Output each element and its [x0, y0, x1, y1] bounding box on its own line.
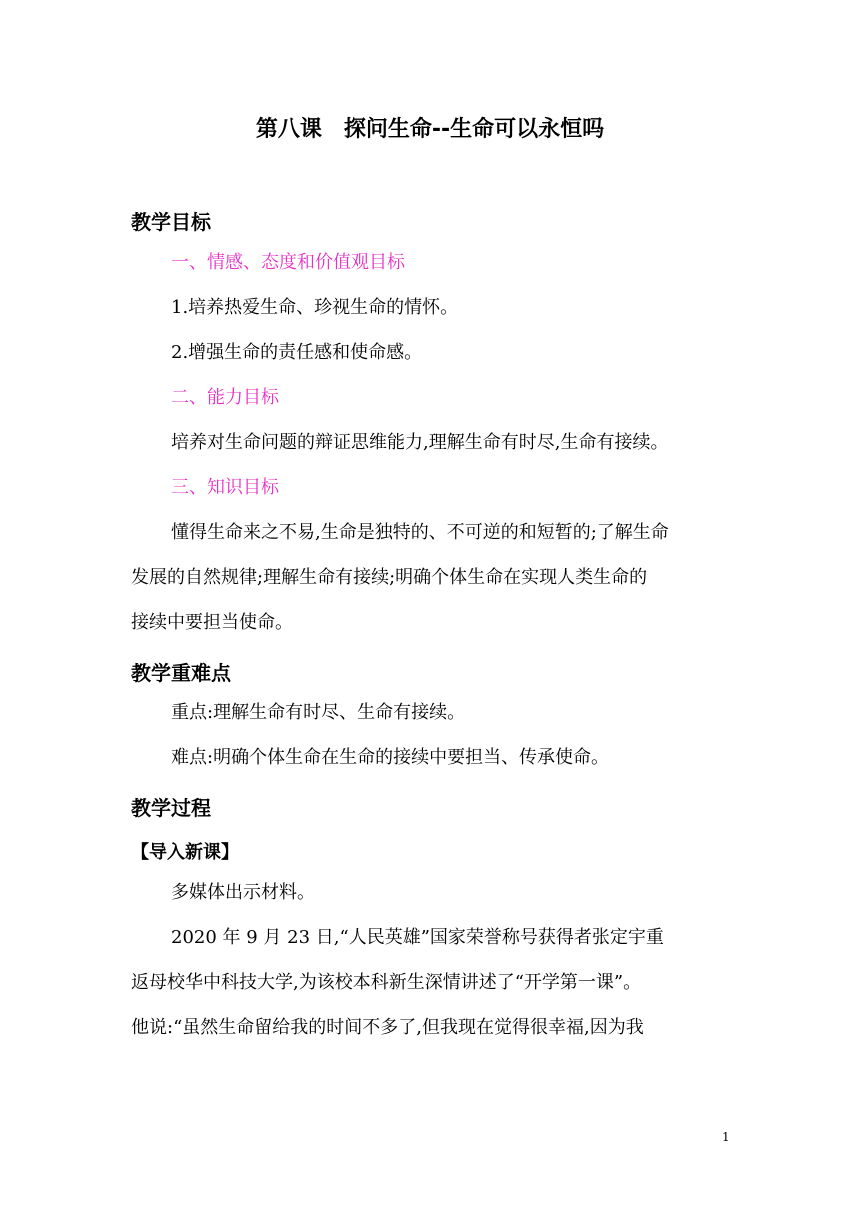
subheading-knowledge-goals: 三、知识目标	[171, 477, 279, 498]
heading-teaching-goals: 教学目标	[131, 210, 211, 234]
heading-teaching-process: 教学过程	[131, 796, 211, 820]
key-point-focus: 重点:理解生命有时尽、生命有接续。	[171, 702, 466, 723]
story-line-3: 他说:“虽然生命留给我的时间不多了,但我现在觉得很幸福,因为我	[131, 1017, 644, 1038]
story-line-2: 返母校华中科技大学,为该校本科新生深情讲述了“开学第一课”。	[131, 972, 642, 993]
lesson-title: 第八课 探问生命--生命可以永恒吗	[255, 117, 605, 142]
goal-item-2: 2.增强生命的责任感和使命感。	[171, 342, 423, 363]
subheading-emotion-goals: 一、情感、态度和价值观目标	[171, 252, 405, 273]
knowledge-goal-line-3: 接续中要担当使命。	[131, 612, 293, 633]
page-number: 1	[722, 1130, 730, 1144]
subheading-ability-goals: 二、能力目标	[171, 387, 279, 408]
knowledge-goal-line-2: 发展的自然规律;理解生命有接续;明确个体生命在实现人类生命的	[131, 567, 648, 588]
key-point-difficulty: 难点:明确个体生命在生命的接续中要担当、传承使命。	[171, 747, 610, 768]
story-line-1: 2020 年 9 月 23 日,“人民英雄”国家荣誉称号获得者张定宇重	[171, 927, 664, 948]
media-line: 多媒体出示材料。	[171, 882, 315, 903]
intro-label: 【导入新课】	[131, 842, 239, 863]
knowledge-goal-line-1: 懂得生命来之不易,生命是独特的、不可逆的和短暂的;了解生命	[171, 522, 669, 543]
ability-goal-text: 培养对生命问题的辩证思维能力,理解生命有时尽,生命有接续。	[171, 432, 669, 453]
heading-key-points: 教学重难点	[131, 661, 231, 685]
goal-item-1: 1.培养热爱生命、珍视生命的情怀。	[171, 297, 459, 318]
